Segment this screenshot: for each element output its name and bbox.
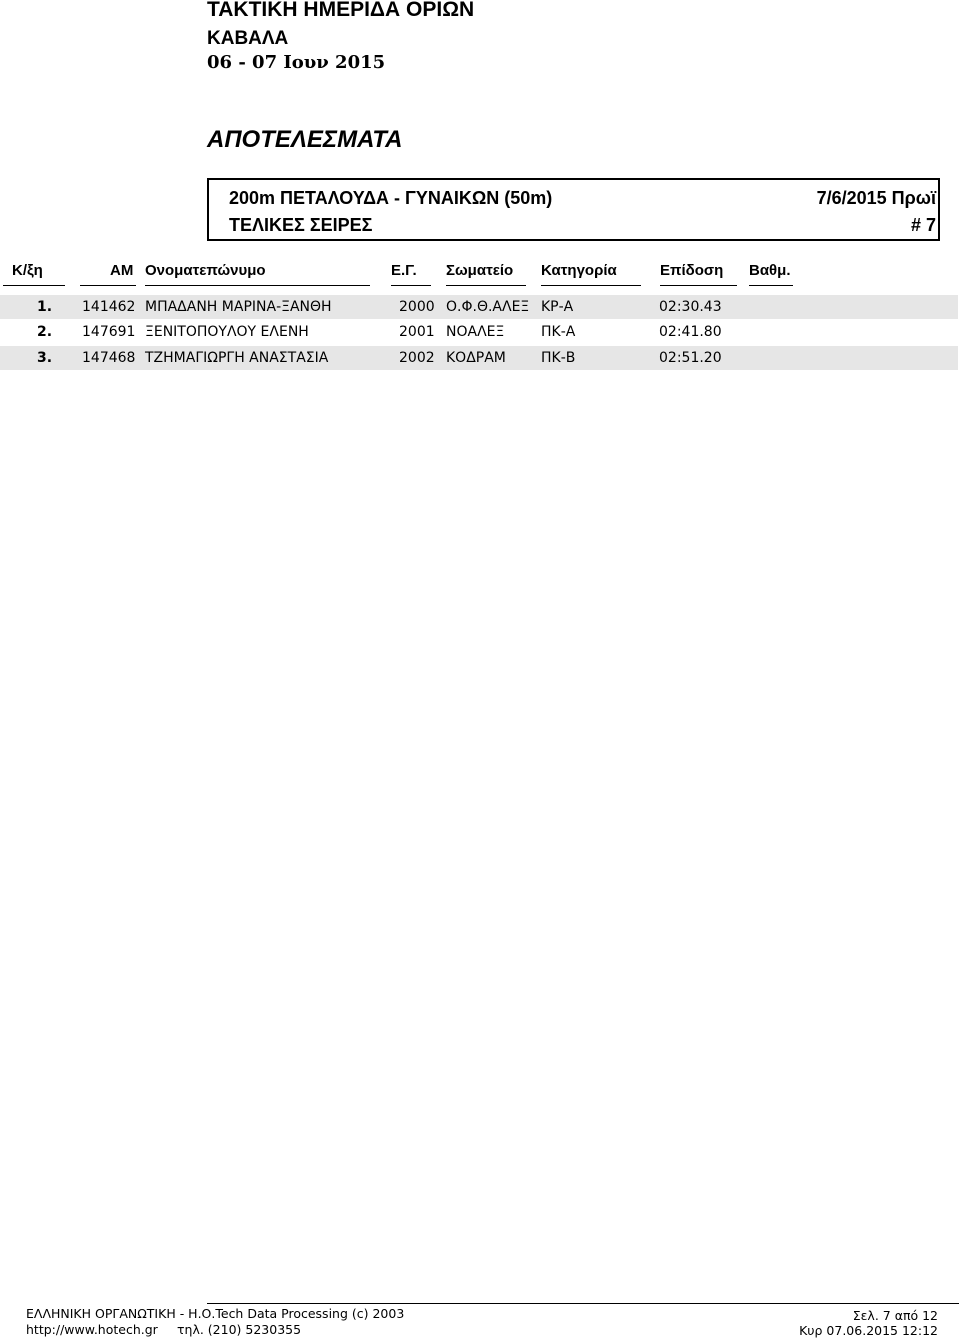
row-year: 2001	[399, 324, 435, 340]
col-name: Ονοματεπώνυμο	[145, 262, 266, 279]
footer-divider	[207, 1303, 959, 1304]
footer-printed: Κυρ 07.06.2015 12:12	[799, 1323, 938, 1338]
meet-location: ΚΑΒΑΛΑ	[207, 28, 289, 49]
row-rank: 2.	[37, 324, 53, 340]
row-year: 2000	[399, 299, 435, 315]
event-round: ΤΕΛΙΚΕΣ ΣΕΙΡΕΣ	[229, 215, 373, 235]
row-category: ΠΚ-Α	[541, 324, 576, 340]
row-club: ΝΟΑΛΕΞ	[446, 324, 505, 340]
footer-phone: τηλ. (210) 5230355	[177, 1322, 302, 1337]
footer-website[interactable]: http://www.hotech.gr	[26, 1322, 158, 1337]
col-underline	[145, 285, 370, 286]
event-number: # 7	[910, 215, 936, 235]
meet-dates: 06 - 07 Ιουν 2015	[207, 52, 386, 73]
col-year: Ε.Γ.	[391, 262, 417, 279]
footer-company: ΕΛΛΗΝΙΚΗ ΟΡΓΑΝΩΤΙΚΗ - Η.Ο.Tech Data Processing (c) 2003	[26, 1306, 405, 1321]
event-title: 200m ΠΕΤΑΛΟΥΔΑ - ΓΥΝΑΙΚΩΝ (50m)	[229, 188, 553, 208]
row-rank: 3.	[37, 350, 53, 366]
table-row	[0, 295, 958, 319]
col-underline	[391, 285, 431, 286]
row-name: ΜΠΑΔΑΝΗ ΜΑΡΙΝΑ-ΞΑΝΘΗ	[145, 299, 332, 315]
row-name: ΤΖΗΜΑΓΙΩΡΓΗ ΑΝΑΣΤΑΣΙΑ	[145, 350, 329, 366]
results-heading: ΑΠΟΤΕΛΕΣΜΑΤΑ	[207, 126, 403, 153]
row-performance: 02:30.43	[659, 299, 722, 315]
meet-title: ΤΑΚΤΙΚΗ ΗΜΕΡΙΔΑ ΟΡΙΩΝ	[207, 0, 475, 21]
row-rank: 1.	[37, 299, 53, 315]
col-underline	[3, 285, 65, 286]
row-category: ΚΡ-Α	[541, 299, 574, 315]
col-underline	[80, 285, 136, 286]
col-underline	[446, 285, 526, 286]
row-name: ΞΕΝΙΤΟΠΟΥΛΟΥ ΕΛΕΝΗ	[145, 324, 309, 340]
footer-page: Σελ. 7 από 12	[852, 1308, 938, 1323]
row-performance: 02:41.80	[659, 324, 722, 340]
col-rank: Κ/ξη	[12, 262, 43, 279]
row-club: Ο.Φ.Θ.ΑΛΕΞ	[446, 299, 530, 315]
row-category: ΠΚ-Β	[541, 350, 576, 366]
table-row	[0, 346, 958, 370]
row-am: 147468	[82, 350, 136, 366]
col-underline	[660, 285, 737, 286]
event-box	[207, 178, 940, 241]
table-row	[0, 320, 958, 344]
col-am: ΑΜ	[110, 262, 134, 279]
col-performance: Επίδοση	[660, 262, 724, 279]
event-date: 7/6/2015 Πρωϊ	[816, 188, 936, 208]
col-underline	[541, 285, 641, 286]
col-points: Βαθμ.	[749, 262, 791, 279]
row-am: 147691	[82, 324, 136, 340]
row-am: 141462	[82, 299, 136, 315]
col-club: Σωματείο	[446, 262, 514, 279]
col-underline	[749, 285, 793, 286]
col-category: Κατηγορία	[541, 262, 617, 279]
row-club: ΚΟΔΡΑΜ	[446, 350, 506, 366]
row-performance: 02:51.20	[659, 350, 722, 366]
row-year: 2002	[399, 350, 435, 366]
